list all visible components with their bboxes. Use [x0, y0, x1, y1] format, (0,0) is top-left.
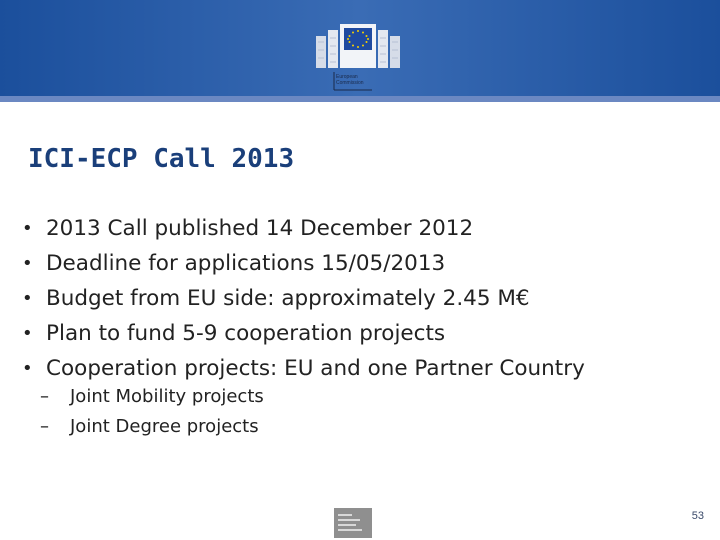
sub-bullet-text: Joint Degree projects — [70, 416, 259, 437]
bullet-item — [22, 316, 702, 351]
bullet-icon: • — [22, 288, 33, 309]
sub-bullet-text: Joint Mobility projects — [70, 386, 264, 407]
logo-line-1: European — [336, 74, 358, 80]
bullet-item — [22, 351, 702, 386]
bullet-list — [22, 211, 702, 386]
sub-bullet-list — [40, 382, 680, 442]
executive-agency-logo — [334, 508, 372, 538]
page-number: 53 — [691, 510, 704, 522]
bullet-icon: • — [22, 253, 33, 274]
dash-icon: – — [40, 416, 49, 437]
european-commission-logo — [314, 20, 410, 92]
bullet-icon: • — [22, 358, 33, 379]
header-stripe — [0, 96, 720, 102]
bullet-text: Budget from EU side: approximately 2.45 M€ — [46, 286, 530, 311]
logo-line-2: Commission — [336, 80, 364, 86]
bullet-item — [22, 281, 702, 316]
bullet-text: Plan to fund 5-9 cooperation projects — [46, 321, 446, 346]
bullet-text: Deadline for applications 15/05/2013 — [46, 251, 446, 276]
sub-bullet-item — [40, 412, 680, 442]
slide-title: ICI-ECP Call 2013 — [28, 144, 295, 174]
sub-bullet-item — [40, 382, 680, 412]
bullet-text: 2013 Call published 14 December 2012 — [46, 216, 474, 241]
bullet-item — [22, 246, 702, 281]
bullet-icon: • — [22, 218, 33, 239]
logo-wordmark — [336, 74, 396, 86]
bullet-item — [22, 211, 702, 246]
dash-icon: – — [40, 386, 49, 407]
bullet-text: Cooperation projects: EU and one Partner Country — [46, 356, 585, 381]
bullet-icon: • — [22, 323, 33, 344]
